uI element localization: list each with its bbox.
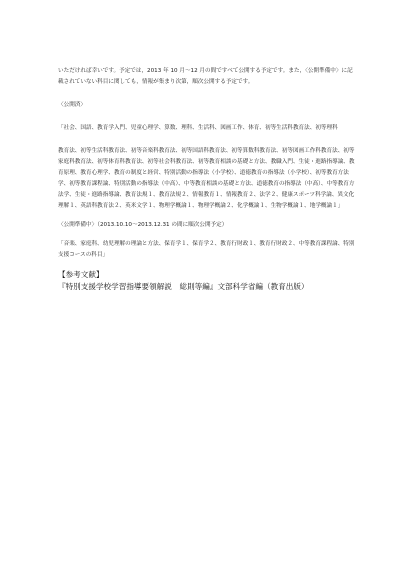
- document-page: [58, 66, 358, 293]
- reference-body: 『特別支援学校学習指導要領解説 総則等編』文部科学省編（教育出版）: [58, 282, 309, 291]
- reference-heading: 【参考文献】: [58, 270, 104, 279]
- published-heading: 〈公開済〉: [58, 102, 86, 108]
- intro-paragraph: いただければ幸いです。予定では，2013 年 10 月〜12 月の間ですべて公開する予定です。また，〈公開準備中〉に記載されていない科目に関しても，情報が集まり次第，順次公開する予定です。: [58, 68, 353, 85]
- preparing-list: 「音楽、家庭科、幼児理解の理論と方法、保育学１、保育学２、教育行財政１、教育行財政２、中等教育課程論、特別支援コースの科目」: [58, 241, 355, 258]
- published-list-body: 教育法、初等生活科教育法、初等音楽科教育法、初等国語科教育法、初等算数科教育法、初等図画工作科教育法、初等家庭科教育法、初等体育科教育法、初等社会科教育法、初等教育相談の基礎と方法、教職入門、生徒・進路指導論、教育原理、教育心理学、教育の制度と経営、特別活動の指導法（小学校）、道徳教育の指導法（小学校）、初等教育方法学、初等教育課程論、特別活動の指導法（中高）、中等教育相談の基礎と方法、道徳教育の指導法（中高）、中等教育方法学、生徒・進路指導論、教育法規１、教育法規２、情報教育１、情報教育２、法学２、健康スポーツ科学論、異文化理解１、英語科教育法２、英米文学１、物理学概論１、物理学概論２、化学概論１、生物学概論１、地学概論１」: [58, 148, 355, 209]
- published-list-line-1: 「社会、国語、教育学入門、児童心理学、算数、理科、生活科、図画工作、体育、初等生活科教育法、初等理科: [58, 125, 338, 131]
- preparing-heading: 〈公開準備中〉（2013.10.10〜2013.12.31 の間に順次公開予定）: [58, 222, 228, 228]
